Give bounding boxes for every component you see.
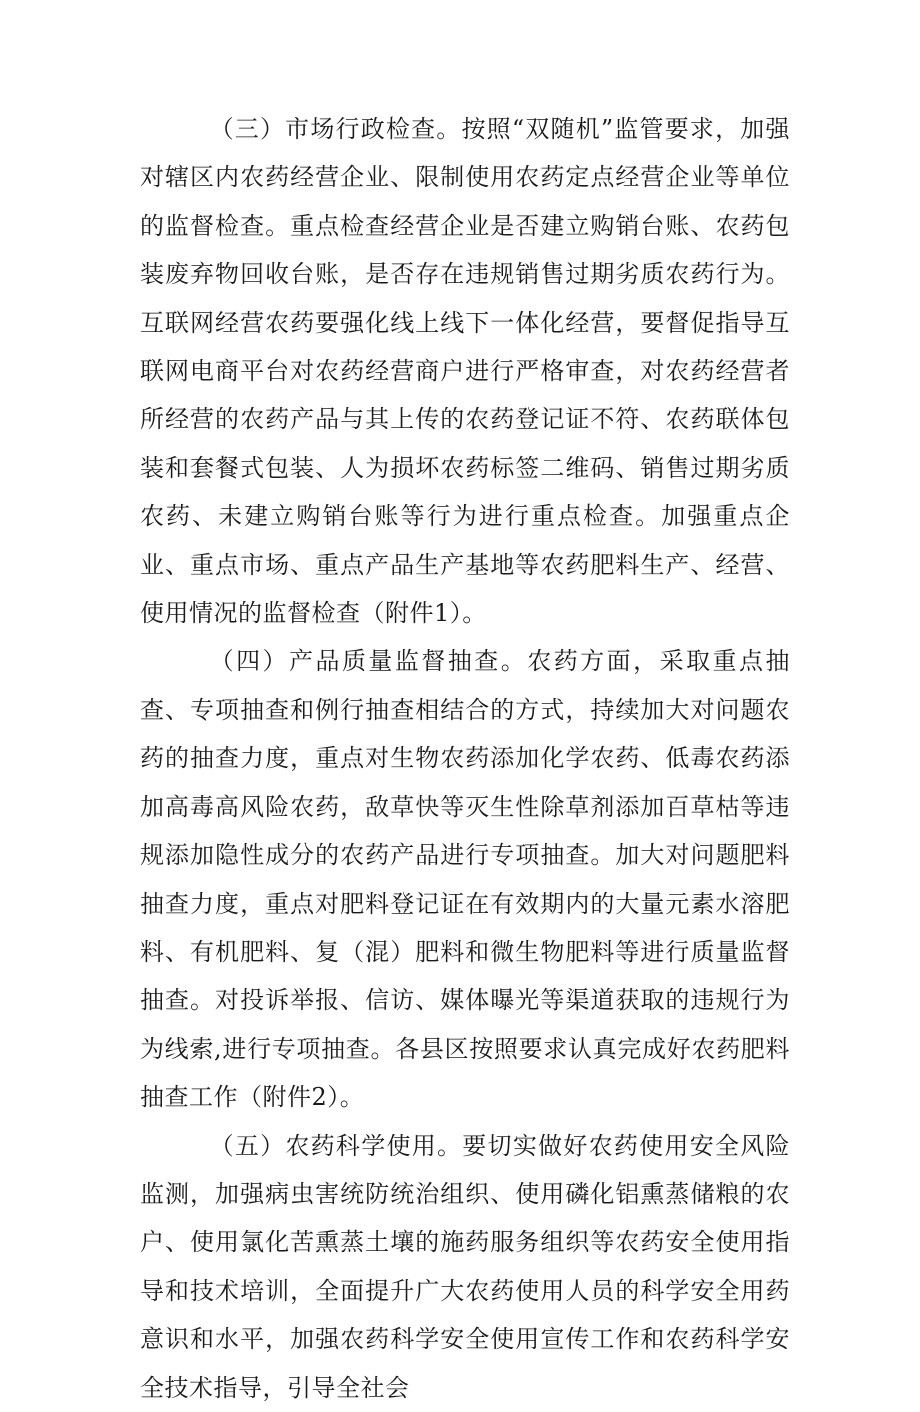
paragraph-market-inspection: （三）市场行政检查。按照“双随机”监管要求，加强对辖区内农药经营企业、限制使用农药定点经营企业等单位的监督检查。重点检查经营企业是否建立购销台账、农药包装废弃物回收台账，是否存在违规销售过期劣质农药行为。互联网经营农药要强化线上线下一体化经营，要督促指导互联网电商平台对农药经营商户进行严格审查，对农药经营者所经营的农药产品与其上传的农药登记证不符、农药联体包装和套餐式包装、人为损坏农药标签二维码、销售过期劣质农药、未建立购销台账等行为进行重点检查。加强重点企业、重点市场、重点产品生产基地等农药肥料生产、经营、使用情况的监督检查（附件1）。 xyxy=(140,115,790,628)
document-body xyxy=(140,105,790,1412)
paragraph-quality-sampling: （四）产品质量监督抽查。农药方面，采取重点抽查、专项抽查和例行抽查相结合的方式，持续加大对问题农药的抽查力度，重点对生物农药添加化学农药、低毒农药添加高毒高风险农药，敌草快等灭生性除草剂添加百草枯等违规添加隐性成分的农药产品进行专项抽查。加大对问题肥料抽查力度，重点对肥料登记证在有效期内的大量元素水溶肥料、有机肥料、复（混）肥料和微生物肥料等进行质量监督抽查。对投诉举报、信访、媒体曝光等渠道获取的违规行为为线索,进行专项抽查。各县区按照要求认真完成好农药肥料抽查工作（附件2）。 xyxy=(140,647,790,1112)
paragraph-scientific-use: （五）农药科学使用。要切实做好农药使用安全风险监测，加强病虫害统防统治组织、使用磷化铝熏蒸储粮的农户、使用氯化苦熏蒸土壤的施药服务组织等农药安全使用指导和技术培训，全面提升广大农药使用人员的科学安全用药意识和水平，加强农药科学安全使用宣传工作和农药科学安全技术指导，引导全社会 xyxy=(140,1131,790,1402)
